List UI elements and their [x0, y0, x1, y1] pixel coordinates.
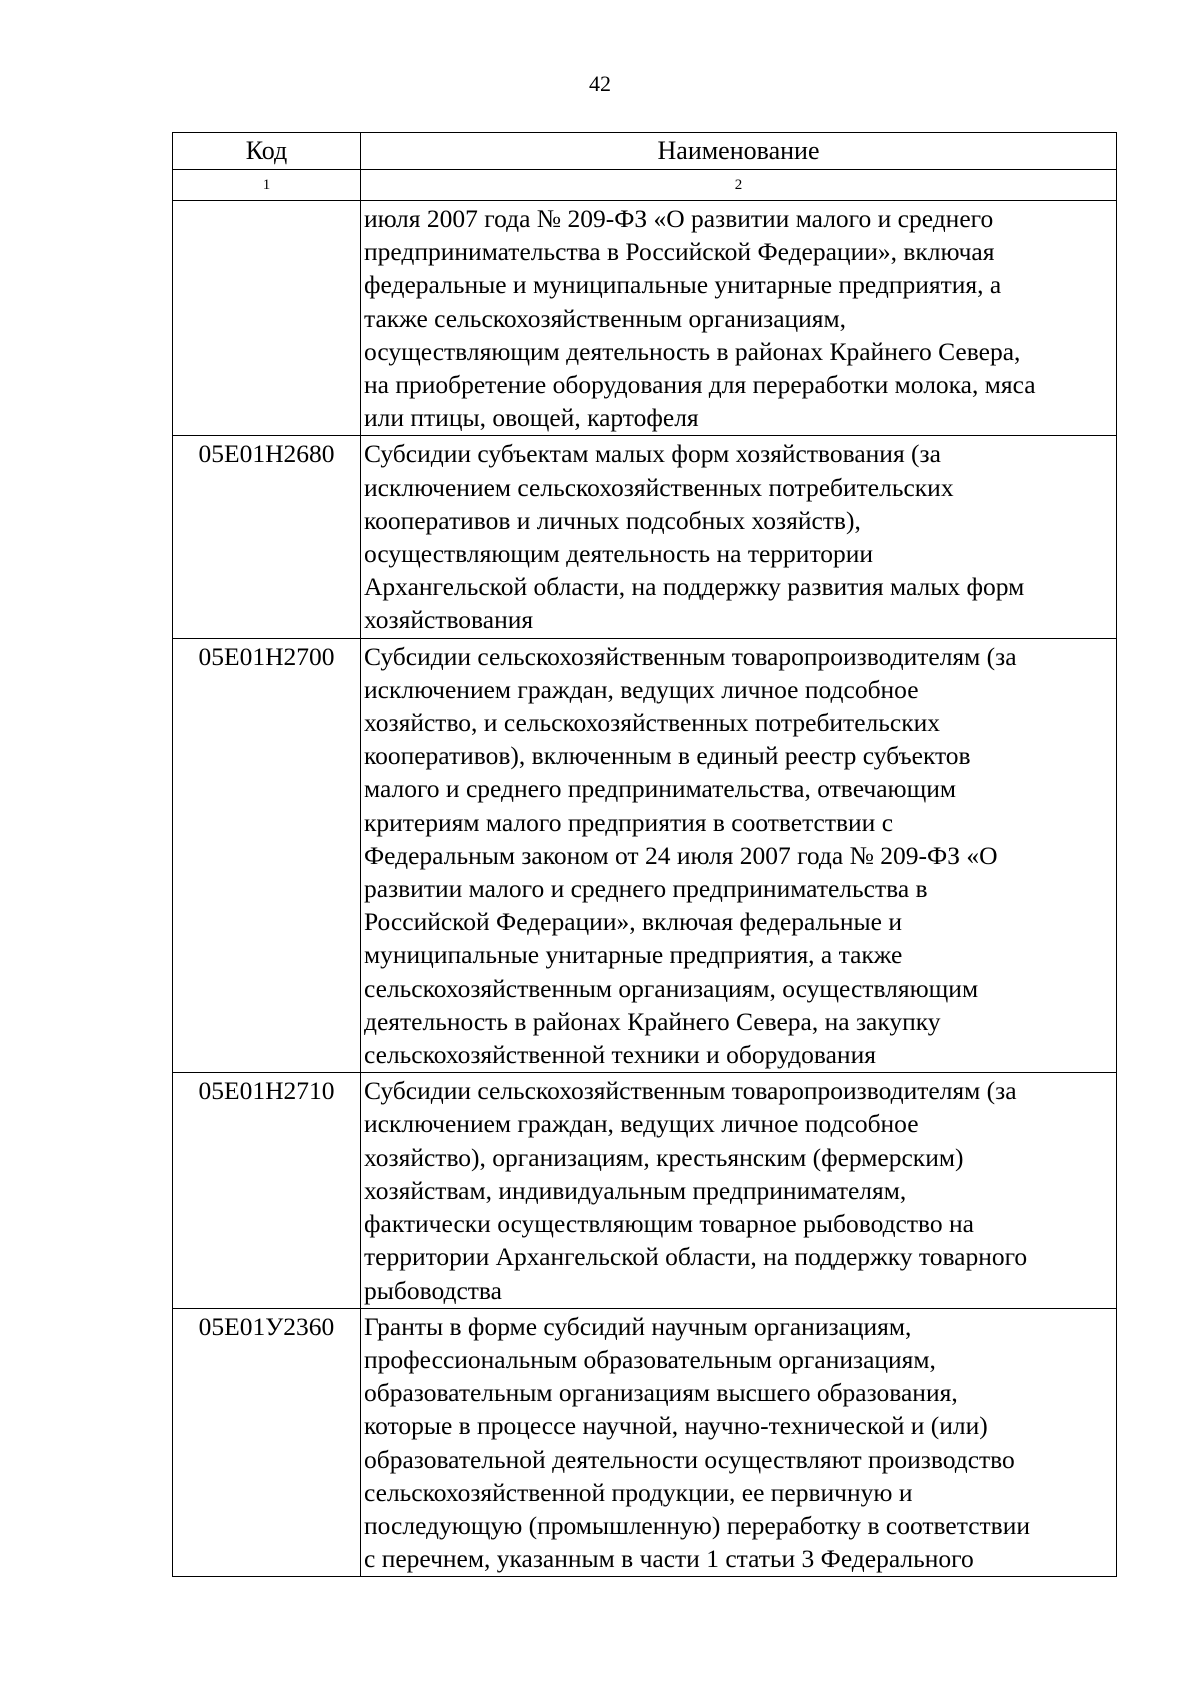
row-name-line: исключением сельскохозяйственных потребительских — [364, 472, 954, 502]
row-name-line: хозяйство), организациям, крестьянским (фермерским) — [364, 1142, 964, 1172]
row-name-line: критериям малого предприятия в соответствии с — [364, 807, 894, 837]
row-name-line: сельскохозяйственной продукции, ее первичную и — [364, 1477, 913, 1507]
row-name-line: образовательной деятельности осуществляют производство — [364, 1444, 1015, 1474]
row-name-line: с перечнем, указанным в части 1 статьи 3 Федерального — [364, 1544, 974, 1574]
header-code: Код — [173, 133, 361, 170]
row-name-line: или птицы, овощей, картофеля — [364, 403, 699, 433]
row-name-line: территории Архангельской области, на поддержку товарного — [364, 1242, 1028, 1272]
row-name-line: хозяйство, и сельскохозяйственных потребительских — [364, 708, 940, 738]
row-name-line: деятельность в районах Крайнего Севера, на закупку — [364, 1006, 941, 1036]
row-name-line: также сельскохозяйственным организациям, — [364, 303, 847, 333]
row-code: 05Е01У2360 — [173, 1308, 361, 1577]
header-row — [173, 133, 1117, 170]
row-name-line: сельскохозяйственным организациям, осуществляющим — [364, 973, 979, 1003]
row-name-line: кооперативов и личных подсобных хозяйств), — [364, 505, 861, 535]
row-name — [361, 436, 1117, 638]
row-name-line: хозяйствам, индивидуальным предпринимателям, — [364, 1175, 907, 1205]
budget-code-table — [172, 132, 1117, 1577]
row-name-line: Субсидии субъектам малых форм хозяйствования (за — [364, 439, 941, 469]
row-name-line: Субсидии сельскохозяйственным товаропроизводителям (за — [364, 1076, 1017, 1106]
row-name-line: последующую (промышленную) переработку в соответствии — [364, 1510, 1030, 1540]
column-number-row — [173, 170, 1117, 201]
row-name-line: осуществляющим деятельность на территории — [364, 539, 874, 569]
row-name-line: муниципальные унитарные предприятия, а также — [364, 940, 903, 970]
row-name-line: развитии малого и среднего предпринимательства в — [364, 874, 928, 904]
table-row — [173, 638, 1117, 1073]
column-number-code: 1 — [173, 170, 361, 201]
row-name-line: которые в процессе научной, научно-технической и (или) — [364, 1411, 988, 1441]
row-name — [361, 1073, 1117, 1308]
row-name-line: кооперативов), включенным в единый реестр субъектов — [364, 741, 971, 771]
row-name-line: малого и среднего предпринимательства, отвечающим — [364, 774, 956, 804]
table-row — [173, 201, 1117, 436]
row-name-line: рыбоводства — [364, 1275, 502, 1305]
row-name-line: на приобретение оборудования для переработки молока, мяса — [364, 370, 1036, 400]
row-name-line: Российской Федерации», включая федеральные и — [364, 907, 903, 937]
column-number-name: 2 — [361, 170, 1117, 201]
row-name — [361, 638, 1117, 1073]
row-name-line: федеральные и муниципальные унитарные предприятия, а — [364, 270, 1002, 300]
row-name-line: исключением граждан, ведущих личное подсобное — [364, 1109, 919, 1139]
row-name-line: исключением граждан, ведущих личное подсобное — [364, 674, 919, 704]
row-name-line: предпринимательства в Российской Федерации», включая — [364, 237, 995, 267]
table-body — [173, 201, 1117, 1577]
row-name-line: июля 2007 года № 209-ФЗ «О развитии малого и среднего — [364, 204, 994, 233]
row-name-line: Архангельской области, на поддержку развития малых форм — [364, 572, 1025, 602]
row-name-line: профессиональным образовательным организациям, — [364, 1344, 936, 1374]
row-name-line: Субсидии сельскохозяйственным товаропроизводителям (за — [364, 641, 1017, 671]
table-row — [173, 1308, 1117, 1577]
row-name — [361, 1308, 1117, 1577]
row-name-line: хозяйствования — [364, 605, 534, 635]
table-row — [173, 1073, 1117, 1308]
header-name: Наименование — [361, 133, 1117, 170]
row-code: 05Е01Н2680 — [173, 436, 361, 638]
row-name — [361, 201, 1117, 436]
row-name-line: Гранты в форме субсидий научным организациям, — [364, 1311, 912, 1341]
table-row — [173, 436, 1117, 638]
row-name-line: фактически осуществляющим товарное рыбоводство на — [364, 1209, 974, 1239]
row-name-line: Федеральным законом от 24 июля 2007 года № 209-ФЗ «О — [364, 840, 998, 870]
row-name-line: осуществляющим деятельность в районах Крайнего Севера, — [364, 336, 1021, 366]
row-name-line: сельскохозяйственной техники и оборудования — [364, 1040, 876, 1070]
page-number: 42 — [589, 71, 611, 96]
row-name-line: образовательным организациям высшего образования, — [364, 1378, 958, 1408]
row-code — [173, 201, 361, 436]
row-code: 05Е01Н2700 — [173, 638, 361, 1073]
row-code: 05Е01Н2710 — [173, 1073, 361, 1308]
